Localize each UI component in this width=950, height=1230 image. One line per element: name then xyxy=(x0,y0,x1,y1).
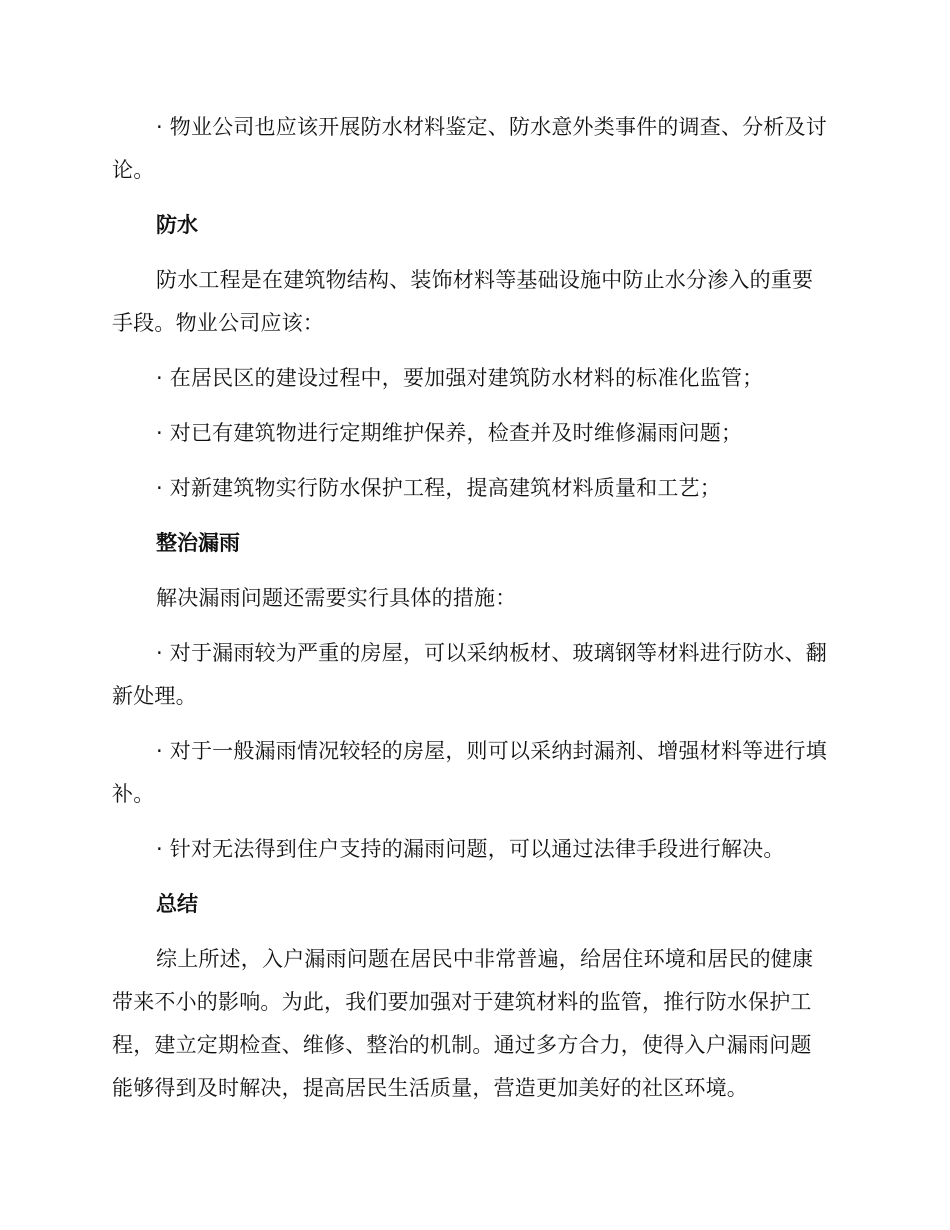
paragraph-summary: 综上所述，入户漏雨问题在居民中非常普遍，给居住环境和居民的健康带来不小的影响。为此，我们要加强对于建筑材料的监管，推行防水保护工程，建立定期检查、维修、整治的机制。通过多方合力，使得入户漏雨问题能够得到及时解决，提高居民生活质量，营造更加美好的社区环境。 xyxy=(112,947,814,1100)
bullet-paragraph-severe-leaks: · 对于漏雨较为严重的房屋，可以采纳板材、玻璃钢等材料进行防水、翻新处理。 xyxy=(112,641,827,708)
bullet-paragraph-legal-means: · 针对无法得到住户支持的漏雨问题，可以通过法律手段进行解决。 xyxy=(156,837,785,861)
document-body xyxy=(112,106,832,1110)
section-heading-waterproofing: 防水 xyxy=(156,213,198,237)
bullet-paragraph-supervision: · 在居民区的建设过程中，要加强对建筑防水材料的标准化监管； xyxy=(156,366,764,390)
bullet-paragraph-maintenance: · 对已有建筑物进行定期维护保养，检查并及时维修漏雨问题； xyxy=(156,421,743,445)
paragraph-waterproofing-intro: 防水工程是在建筑物结构、装饰材料等基础设施中防止水分渗入的重要手段。物业公司应该： xyxy=(112,268,814,335)
bullet-paragraph-minor-leaks: · 对于一般漏雨情况较轻的房屋，则可以采纳封漏剂、增强材料等进行填补。 xyxy=(112,739,827,806)
bullet-paragraph-new-buildings: · 对新建筑物实行防水保护工程，提高建筑材料质量和工艺； xyxy=(156,476,721,500)
section-heading-summary: 总结 xyxy=(156,892,198,916)
bullet-paragraph-appraisal: · 物业公司也应该开展防水材料鉴定、防水意外类事件的调查、分析及讨论。 xyxy=(112,115,827,182)
paragraph-remediation-intro: 解决漏雨问题还需要实行具体的措施： xyxy=(156,586,517,610)
section-heading-leak-remediation: 整治漏雨 xyxy=(156,531,240,555)
